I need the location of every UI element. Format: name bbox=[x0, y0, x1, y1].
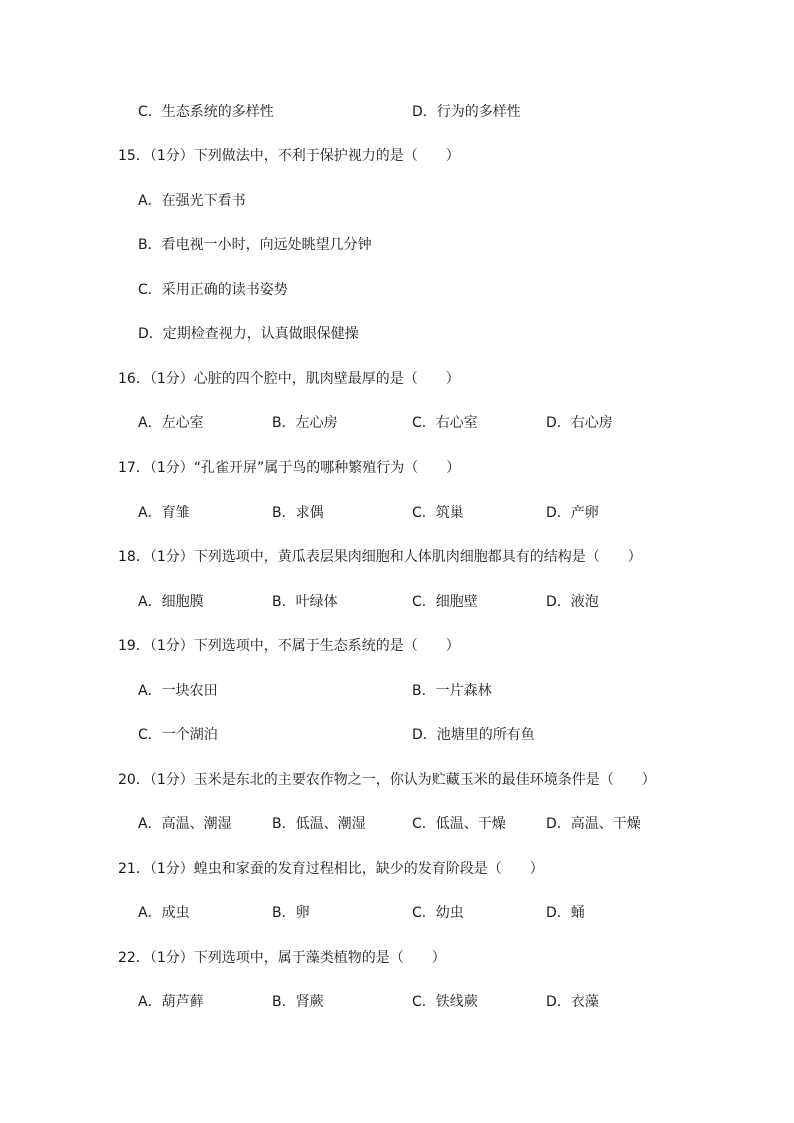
q22-option-c: C．铁线蕨 bbox=[412, 994, 478, 1010]
q20-option-b: B．低温、潮湿 bbox=[272, 816, 366, 832]
q18-option-a: A．细胞膜 bbox=[138, 594, 204, 610]
q17-option-a: A．育雏 bbox=[138, 505, 190, 521]
q19-stem: 19．（1分）下列选项中，不属于生态系统的是（ ） bbox=[118, 638, 460, 654]
q21-option-b: B．卵 bbox=[272, 905, 310, 921]
q17-stem: 17．（1分）“孔雀开屏”属于鸟的哪种繁殖行为（ ） bbox=[118, 460, 461, 476]
q17-option-c: C．筑巢 bbox=[412, 505, 464, 521]
q18-option-b: B．叶绿体 bbox=[272, 594, 338, 610]
q14-option-d: D．行为的多样性 bbox=[412, 104, 521, 120]
q20-stem: 20．（1分）玉米是东北的主要农作物之一，你认为贮藏玉米的最佳环境条件是（ ） bbox=[118, 772, 656, 788]
q18-option-d: D．液泡 bbox=[546, 594, 599, 610]
q22-option-d: D．衣藻 bbox=[546, 994, 599, 1010]
q22-stem: 22．（1分）下列选项中，属于藻类植物的是（ ） bbox=[118, 950, 446, 966]
q20-option-d: D．高温、干燥 bbox=[546, 816, 641, 832]
q21-option-d: D．蛹 bbox=[546, 905, 585, 921]
q20-option-a: A．高温、潮湿 bbox=[138, 816, 232, 832]
q21-stem: 21．（1分）蝗虫和家蚕的发育过程相比，缺少的发育阶段是（ ） bbox=[118, 861, 544, 877]
q15-option-b: B．看电视一小时，向远处眺望几分钟 bbox=[138, 237, 372, 253]
q20-option-c: C．低温、干燥 bbox=[412, 816, 506, 832]
q17-option-d: D．产卵 bbox=[546, 505, 599, 521]
q16-option-d: D．右心房 bbox=[546, 415, 613, 431]
q19-option-d: D．池塘里的所有鱼 bbox=[412, 727, 535, 743]
q15-stem: 15．（1分）下列做法中，不利于保护视力的是（ ） bbox=[118, 148, 460, 164]
q14-option-c: C．生态系统的多样性 bbox=[138, 104, 274, 120]
q21-option-a: A．成虫 bbox=[138, 905, 190, 921]
q22-option-a: A．葫芦藓 bbox=[138, 994, 204, 1010]
q16-option-c: C．右心室 bbox=[412, 415, 478, 431]
q21-option-c: C．幼虫 bbox=[412, 905, 464, 921]
q15-option-c: C．采用正确的读书姿势 bbox=[138, 282, 288, 298]
q16-stem: 16．（1分）心脏的四个腔中，肌肉壁最厚的是（ ） bbox=[118, 371, 460, 387]
q19-option-b: B．一片森林 bbox=[412, 683, 492, 699]
q16-option-b: B．左心房 bbox=[272, 415, 338, 431]
q16-option-a: A．左心室 bbox=[138, 415, 204, 431]
q18-stem: 18．（1分）下列选项中，黄瓜表层果肉细胞和人体肌肉细胞都具有的结构是（ ） bbox=[118, 549, 642, 565]
q17-option-b: B．求偶 bbox=[272, 505, 324, 521]
q19-option-a: A．一块农田 bbox=[138, 683, 218, 699]
q19-option-c: C．一个湖泊 bbox=[138, 727, 218, 743]
q22-option-b: B．肾蕨 bbox=[272, 994, 324, 1010]
q15-option-a: A．在强光下看书 bbox=[138, 193, 246, 209]
q15-option-d: D．定期检查视力，认真做眼保健操 bbox=[138, 326, 359, 342]
q18-option-c: C．细胞壁 bbox=[412, 594, 478, 610]
